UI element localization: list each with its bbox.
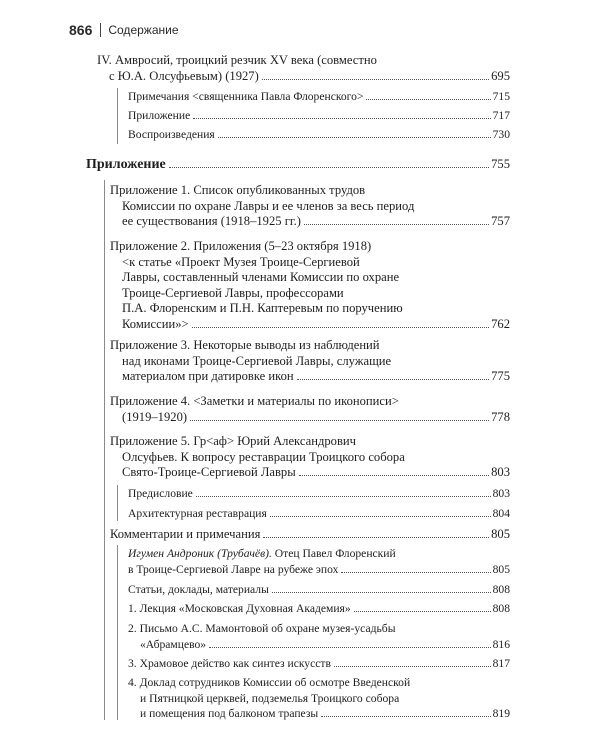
page-ref: 778 <box>491 409 510 424</box>
toc-entry <box>128 675 510 722</box>
dot-leader <box>304 224 489 225</box>
page-ref: 808 <box>492 583 510 596</box>
author-name: Игумен Андроник (Трубачёв). <box>128 547 272 560</box>
dot-leader <box>297 379 489 380</box>
dot-leader <box>192 327 490 328</box>
entry-line: Комиссии»> <box>122 316 189 331</box>
dot-leader <box>341 572 490 573</box>
indent-rule <box>104 180 105 720</box>
page-ref: 803 <box>491 465 510 479</box>
toc-entry <box>110 183 510 230</box>
entry-line: Архитектурная реставрация <box>128 507 267 520</box>
toc-entry <box>128 601 510 617</box>
entry-line: Лавры, составленный членами Комиссии по охране <box>122 270 400 284</box>
running-title: Содержание <box>108 23 179 37</box>
toc-entry <box>128 621 510 652</box>
entry-line <box>128 546 510 562</box>
entry-line: Приложение 1. Список опубликованных трудов <box>110 183 366 197</box>
dot-leader <box>169 167 489 168</box>
dot-leader <box>262 79 489 80</box>
dot-leader <box>366 99 490 100</box>
entry-line: Приложение 2. Приложения (5–23 октября 1918) <box>110 239 372 253</box>
dot-leader <box>263 537 489 538</box>
header-separator <box>100 23 101 37</box>
entry-line-text: Отец Павел Флоренский <box>271 547 396 560</box>
page-ref: 805 <box>491 527 510 541</box>
entry-line: IV. Амвросий, троицкий резчик XV века (совместно <box>97 53 377 67</box>
entry-line: Предисловие <box>128 487 193 500</box>
page-ref: 803 <box>492 487 510 500</box>
toc-entry <box>128 108 510 124</box>
entry-line: Приложение 5. Гр<аф> Юрий Александрович <box>110 434 356 448</box>
dot-leader <box>272 592 491 593</box>
entry-line: и помещения под балконом трапезы <box>140 707 319 720</box>
entry-line: над иконами Троице-Сергиевой Лавры, служащие <box>122 353 392 368</box>
toc-entry <box>128 506 510 522</box>
dot-leader <box>209 647 491 648</box>
entry-line: Статьи, доклады, материалы <box>128 583 269 596</box>
page-ref: 695 <box>491 68 510 83</box>
toc-entry <box>128 89 510 105</box>
dot-leader <box>218 137 491 138</box>
page-ref: 817 <box>492 657 510 670</box>
page-ref: 715 <box>492 90 510 103</box>
entry-line: Приложение 3. Некоторые выводы из наблюдений <box>110 338 380 352</box>
page-ref: 816 <box>492 637 510 651</box>
entry-line: ее существования (1918–1925 гг.) <box>122 214 301 228</box>
dot-leader <box>299 475 489 476</box>
entry-line: Воспроизведения <box>128 128 215 141</box>
dot-leader <box>270 516 491 517</box>
entry-line: <к статье «Проект Музея Троице-Сергиевой <box>122 254 360 269</box>
page-ref: 755 <box>491 157 510 171</box>
dot-leader <box>196 496 491 497</box>
toc-entry <box>97 53 510 84</box>
entry-line: Комментарии и примечания <box>110 527 261 541</box>
page-ref: 775 <box>491 369 510 383</box>
indent-rule <box>117 88 118 144</box>
toc-section-heading <box>86 157 510 173</box>
entry-line: Троице-Сергиевой Лавры, профессорами <box>122 285 344 300</box>
page-number: 866 <box>69 22 93 38</box>
dot-leader <box>354 611 491 612</box>
entry-line: Олсуфьев. К вопросу реставрации Троицкого собора <box>122 449 405 464</box>
entry-line: с Ю.А. Олсуфьевым) (1927) <box>109 68 259 83</box>
dot-leader <box>321 716 490 717</box>
toc-entry <box>128 546 510 577</box>
toc-entry <box>128 127 510 143</box>
toc-entry <box>128 486 510 502</box>
entry-line: Примечания <священника Павла Флоренского> <box>128 90 364 103</box>
toc-entry <box>110 434 510 481</box>
entry-line: и Пятницкой церквей, подземелья Троицкого собора <box>140 691 400 705</box>
toc-entry <box>128 582 510 598</box>
page-ref: 808 <box>492 602 510 615</box>
entry-line: Приложение <box>128 109 191 122</box>
dot-leader <box>334 666 491 667</box>
toc-entry <box>110 338 510 385</box>
page-ref: 762 <box>491 316 510 331</box>
running-header <box>69 20 179 40</box>
entry-line: Приложение 4. <Заметки и материалы по иконописи> <box>110 394 399 408</box>
entry-line: (1919–1920) <box>122 409 188 424</box>
toc-entry <box>110 239 510 332</box>
page-ref: 757 <box>491 214 510 228</box>
page-ref: 730 <box>492 128 510 141</box>
entry-line: в Троице-Сергиевой Лавре на рубеже эпох <box>128 562 339 576</box>
dot-leader <box>193 118 490 119</box>
dot-leader <box>190 420 489 421</box>
entry-line: Комиссии по охране Лавры и ее членов за весь период <box>122 198 415 213</box>
entry-line: 4. Доклад сотрудников Комиссии об осмотре Введенской <box>128 676 411 689</box>
toc-entry <box>110 527 510 543</box>
page-ref: 805 <box>492 562 510 576</box>
page-ref: 819 <box>492 707 510 720</box>
indent-rule <box>117 485 118 521</box>
entry-line: «Абрамцево» <box>140 637 207 651</box>
entry-line: 1. Лекция «Московская Духовная Академия» <box>128 602 351 615</box>
entry-line: материалом при датировке икон <box>122 369 294 383</box>
toc-entry <box>128 656 510 672</box>
entry-line: Свято-Троице-Сергиевой Лавры <box>122 465 296 479</box>
indent-rule <box>117 545 118 720</box>
entry-line: Приложение <box>86 157 166 172</box>
page-ref: 717 <box>492 109 510 122</box>
entry-line: 2. Письмо А.С. Мамонтовой об охране музея-усадьбы <box>128 622 396 635</box>
entry-line: 3. Храмовое действо как синтез искусств <box>128 657 331 670</box>
entry-line: П.А. Флоренским и П.Н. Каптеревым по поручению <box>122 301 403 315</box>
toc-entry <box>110 394 510 425</box>
page-ref: 804 <box>492 507 510 520</box>
